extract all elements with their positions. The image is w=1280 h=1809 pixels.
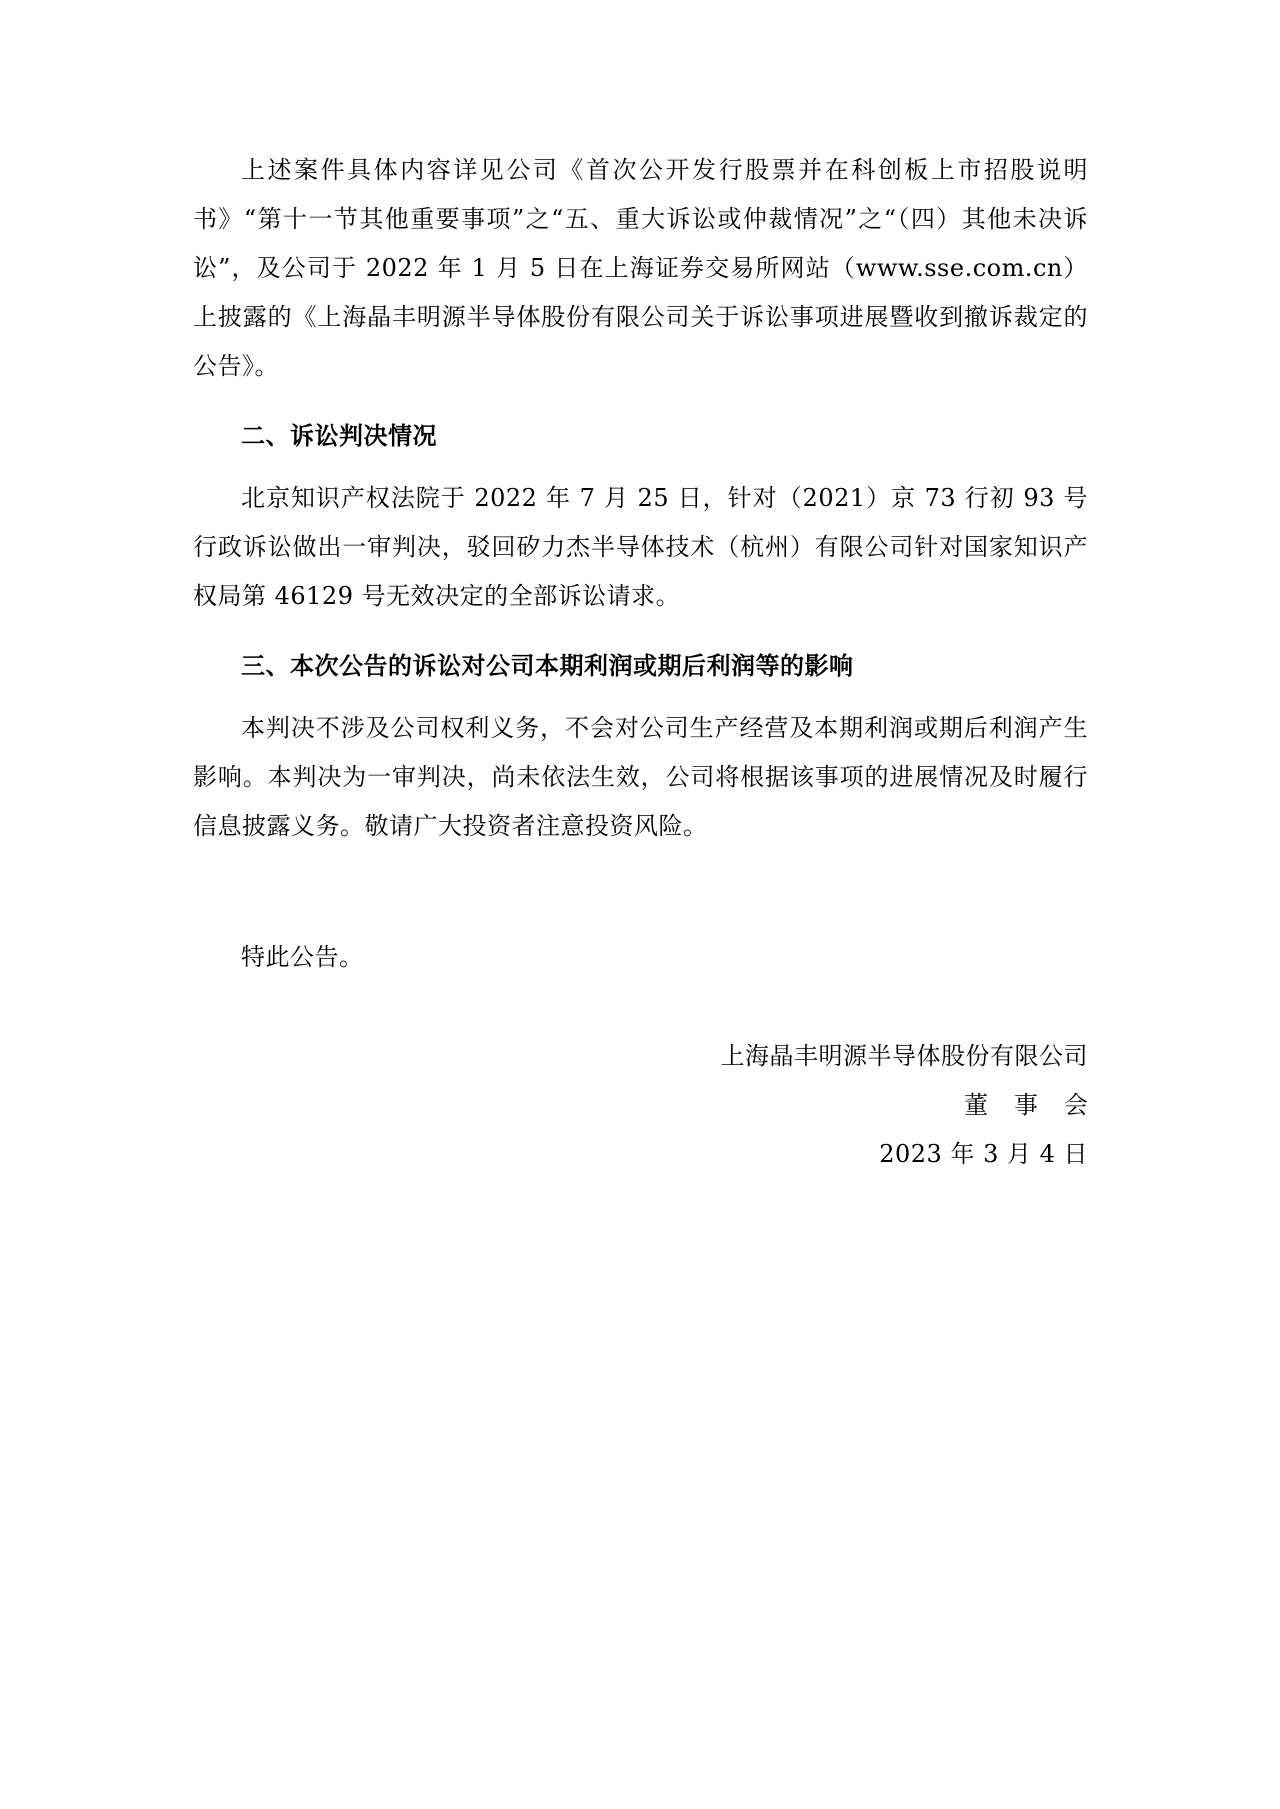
signature-company: 上海晶丰明源半导体股份有限公司 — [720, 1042, 1088, 1070]
signature-board: 董事会 — [964, 1091, 1114, 1119]
signature-block — [668, 1032, 1114, 1179]
section-heading-impact: 三、本次公告的诉讼对公司本期利润或期后利润等的影响 — [241, 652, 854, 680]
document-body — [193, 146, 1114, 1168]
paragraph-impact: 本判决不涉及公司权利义务，不会对公司生产经营及本期利润或期后利润产生影响。本判决为一审判决，尚未依法生效，公司将根据该事项的进展情况及时履行信息披露义务。敬请广大投资者注意投资风险。 — [193, 714, 1088, 840]
signature-date: 2023 年 3 月 4 日 — [879, 1140, 1088, 1168]
closing-remark: 特此公告。 — [241, 943, 364, 971]
section-heading-judgment: 二、诉讼判决情况 — [241, 422, 437, 450]
paragraph-judgment: 北京知识产权法院于 2022 年 7 月 25 日，针对（2021）京 73 行初 93 号行政诉讼做出一审判决，驳回矽力杰半导体技术（杭州）有限公司针对国家知识产权局第 46129 号无效决定的全部诉讼请求。 — [193, 484, 1088, 610]
paragraph-case-reference: 上述案件具体内容详见公司《首次公开发行股票并在科创板上市招股说明书》“第十一节其他重要事项”之“五、重大诉讼或仲裁情况”之“（四）其他未决诉讼”，及公司于 2022 年 1 月 5 日在上海证券交易所网站（www.sse.com.cn）上披露的《上海晶丰明源半导体股份有限公司关于诉讼事项进展暨收到撤诉裁定的公告》。 — [193, 156, 1088, 380]
